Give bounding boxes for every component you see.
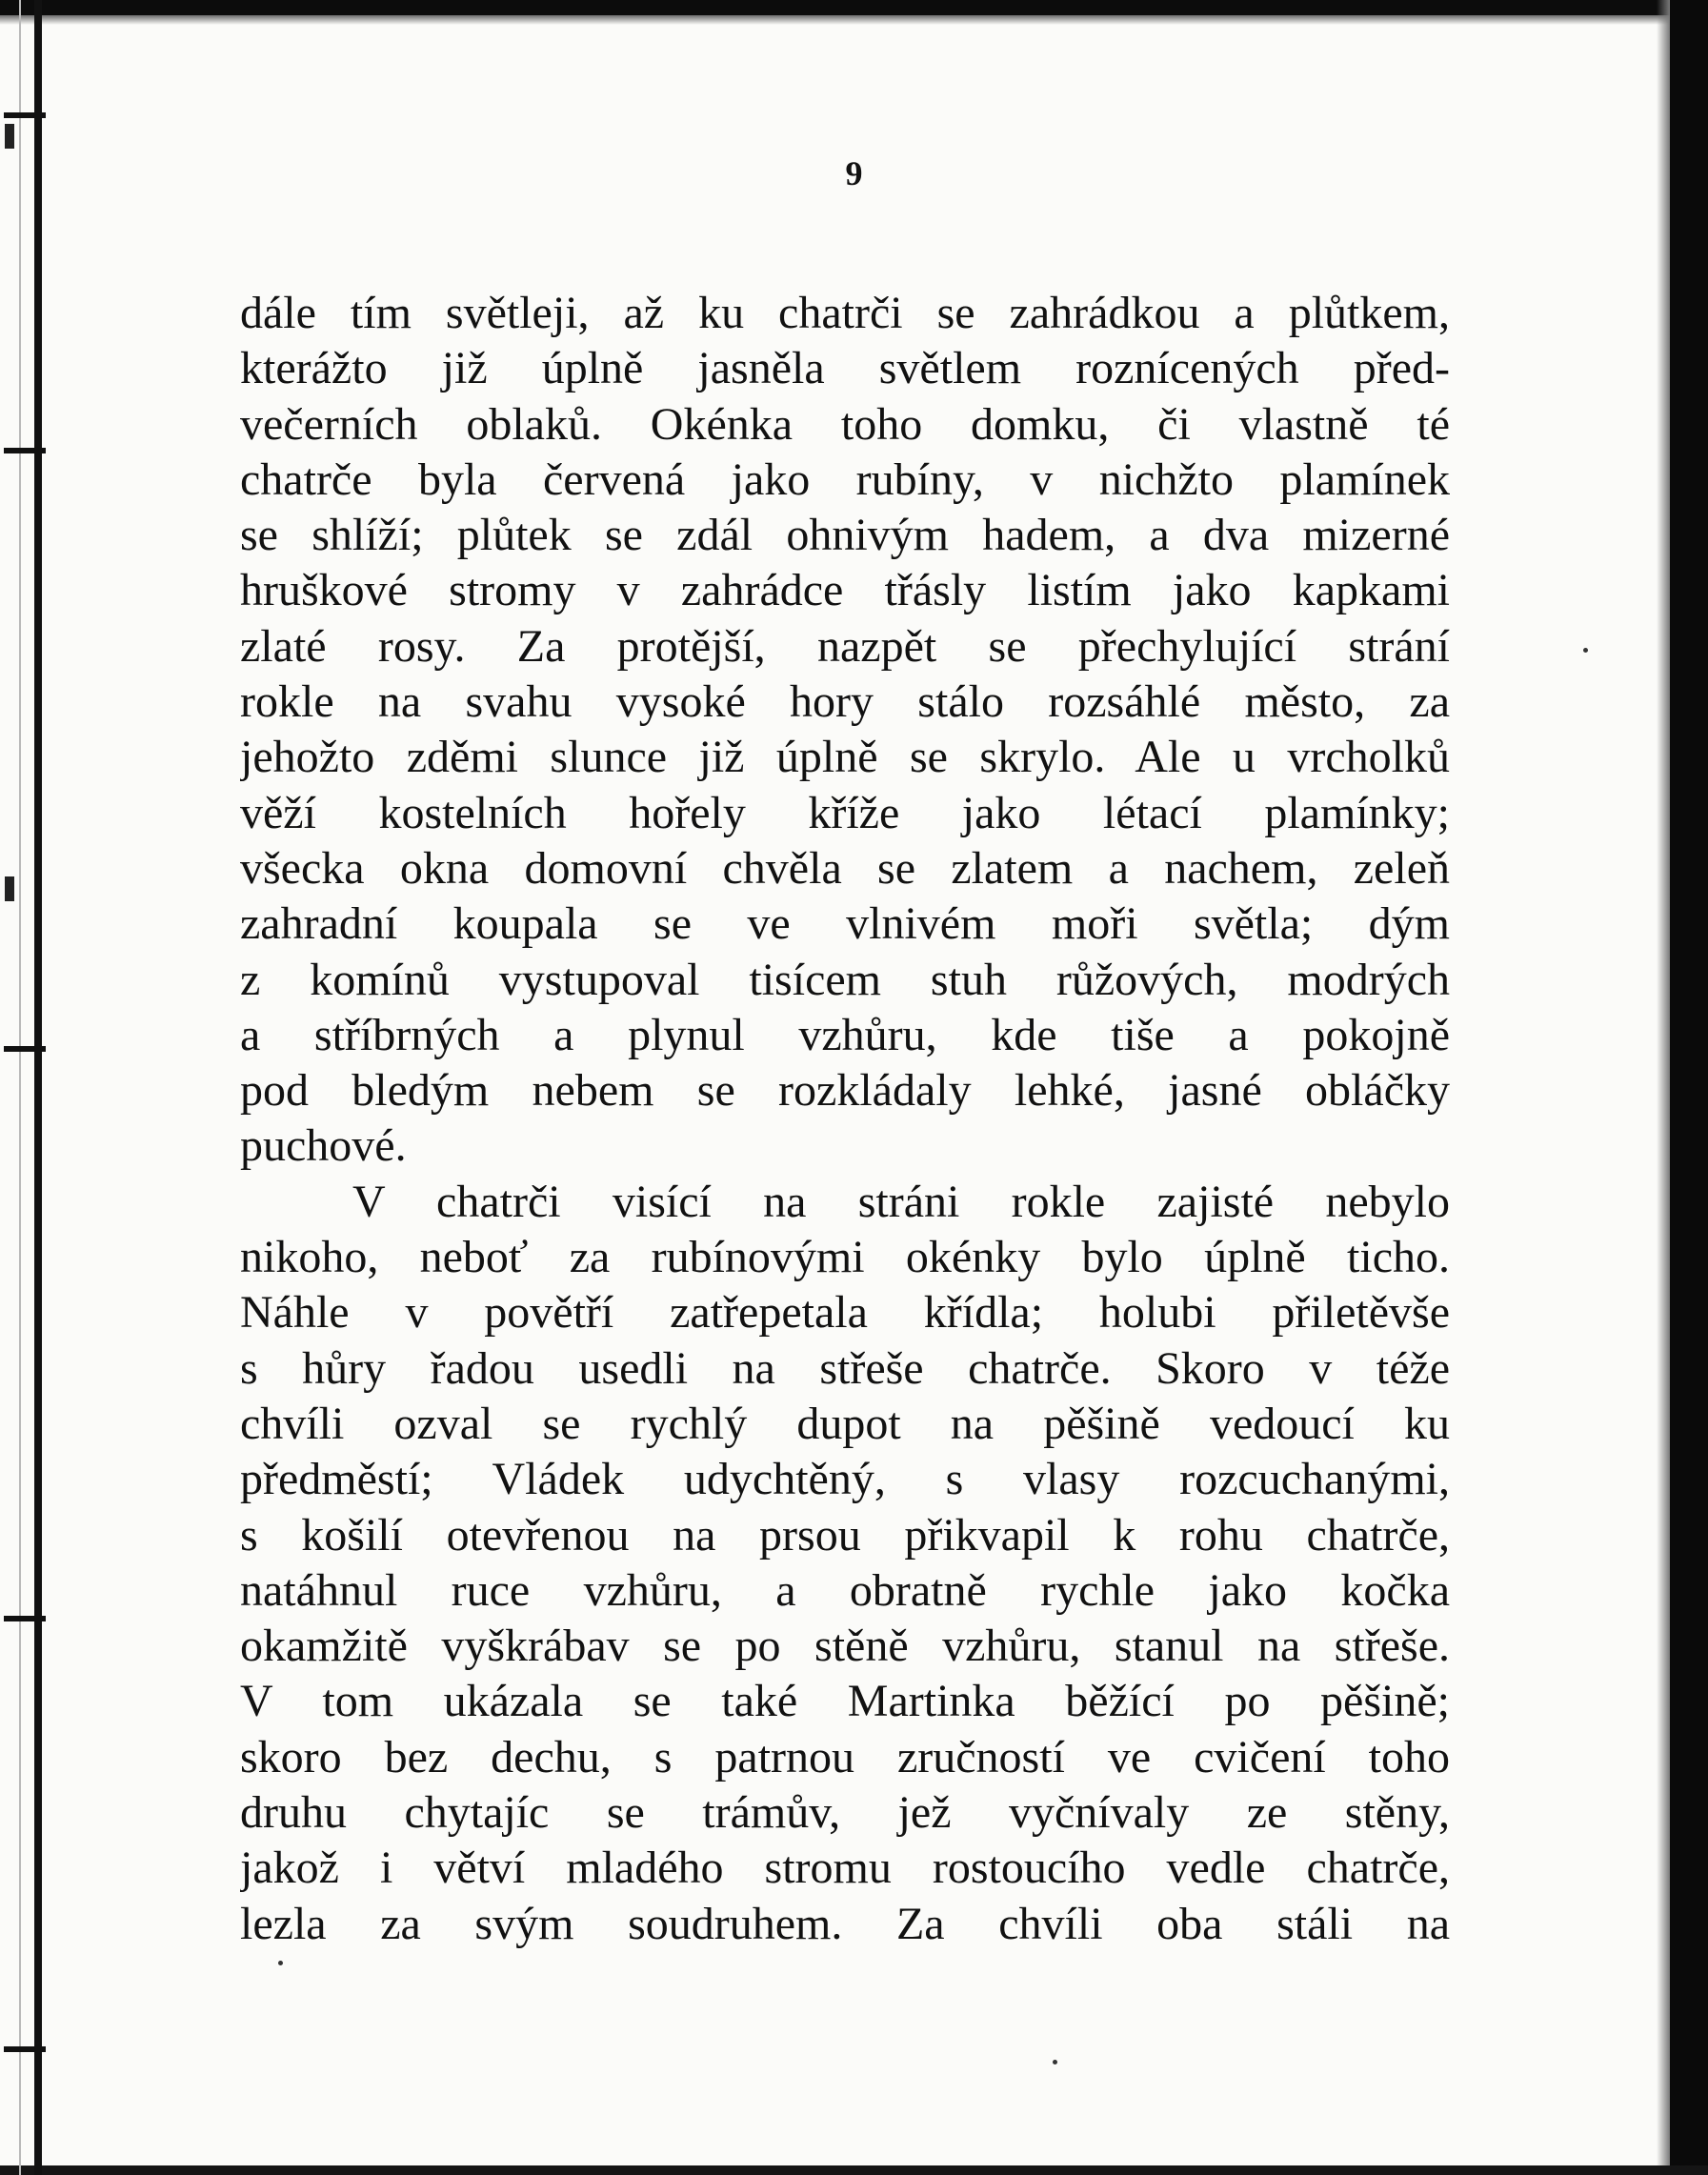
scan-edge-right <box>1670 0 1708 2175</box>
scan-edge-right-shadow <box>1657 0 1670 2175</box>
text-line: se shlíží; plůtek se zdál ohnivým hadem, a dva mizerné <box>240 510 1450 561</box>
binding-thread-line <box>19 0 21 2175</box>
page-number: 9 <box>845 154 863 192</box>
text-line: pod bledým nebem se rozkládaly lehké, jasné obláčky <box>240 1065 1450 1117</box>
scan-edge-bottom <box>0 2165 1708 2175</box>
text-line: V tom ukázala se také Martinka běžící po pěšině; <box>240 1676 1450 1727</box>
text-line: s košilí otevřenou na prsou přikvapil k rohu chatrče, <box>240 1509 1450 1561</box>
text-line: jakož i větví mladého stromu rostoucího vedle chatrče, <box>240 1843 1450 1894</box>
text-line: natáhnul ruce vzhůru, a obratně rychle jako kočka <box>240 1564 1450 1616</box>
text-line: věží kostelních hořely kříže jako létací plamínky; <box>240 787 1450 838</box>
text-line: zahradní koupala se ve vlnivém moři světla; dým <box>240 898 1450 950</box>
paper-speck <box>1053 2060 1057 2064</box>
body-text <box>240 286 1450 1952</box>
text-line: hruškové stromy v zahrádce třásly listím jako kapkami <box>240 565 1450 616</box>
paper-speck <box>278 1961 283 1965</box>
binding-spine <box>34 0 42 2175</box>
binding-stitch <box>4 1616 46 1621</box>
text-line: Náhle v povětří zatřepetala křídla; holubi přiletěvše <box>240 1287 1450 1339</box>
binding-stitch <box>4 1046 46 1052</box>
paragraph-1 <box>240 286 1450 1175</box>
text-line: předměstí; Vládek udychtěný, s vlasy rozcuchanými, <box>240 1454 1450 1505</box>
binding-stitch <box>4 448 46 453</box>
text-line: chvíli ozval se rychlý dupot na pěšině vedoucí ku <box>240 1398 1450 1449</box>
text-line: druhu chytajíc se trámův, jež vyčnívaly ze stěny, <box>240 1787 1450 1839</box>
binding-gap <box>5 876 14 901</box>
text-line: chatrče byla červená jako rubíny, v nichžto plamínek <box>240 453 1450 505</box>
text-line: zlaté rosy. Za protější, nazpět se přechylující strání <box>240 620 1450 672</box>
text-line: V chatrči visící na stráni rokle zajisté nebylo <box>352 1176 1450 1227</box>
text-line: skoro bez dechu, s patrnou zručností ve cvičení toho <box>240 1731 1450 1782</box>
text-line: s hůry řadou usedli na střeše chatrče. Skoro v téže <box>240 1342 1450 1394</box>
scan-edge-top <box>0 0 1708 15</box>
scan-edge-top-shadow <box>0 15 1708 25</box>
text-line: a stříbrných a plynul vzhůru, kde tiše a pokojně <box>240 1009 1450 1060</box>
text-line: dále tím světleji, až ku chatrči se zahrádkou a plůtkem, <box>240 288 1450 338</box>
text-line: nikoho, neboť za rubínovými okénky bylo úplně ticho. <box>240 1232 1450 1283</box>
text-line: puchové. <box>240 1120 407 1172</box>
paragraph-2 <box>240 1175 1450 1952</box>
text-line: všecka okna domovní chvěla se zlatem a nachem, zeleň <box>240 842 1450 894</box>
binding-gap <box>5 124 14 149</box>
text-line: večerních oblaků. Okénka toho domku, či vlastně té <box>240 398 1450 450</box>
text-line: z komínů vystupoval tisícem stuh růžových, modrých <box>240 954 1450 1005</box>
binding-stitch <box>4 112 46 118</box>
paper-speck <box>1583 648 1588 653</box>
text-line: jehožto zděmi slunce již úplně se skrylo. Ale u vrcholků <box>240 732 1450 783</box>
text-line: rokle na svahu vysoké hory stálo rozsáhlé město, za <box>240 676 1450 728</box>
binding-stitch <box>4 2046 46 2052</box>
text-line: kterážto již úplně jasněla světlem roznícených před- <box>240 343 1450 394</box>
text-line: lezla za svým soudruhem. Za chvíli oba stáli na <box>240 1898 1450 1949</box>
text-line: okamžitě vyškrábav se po stěně vzhůru, stanul na střeše. <box>240 1621 1450 1672</box>
